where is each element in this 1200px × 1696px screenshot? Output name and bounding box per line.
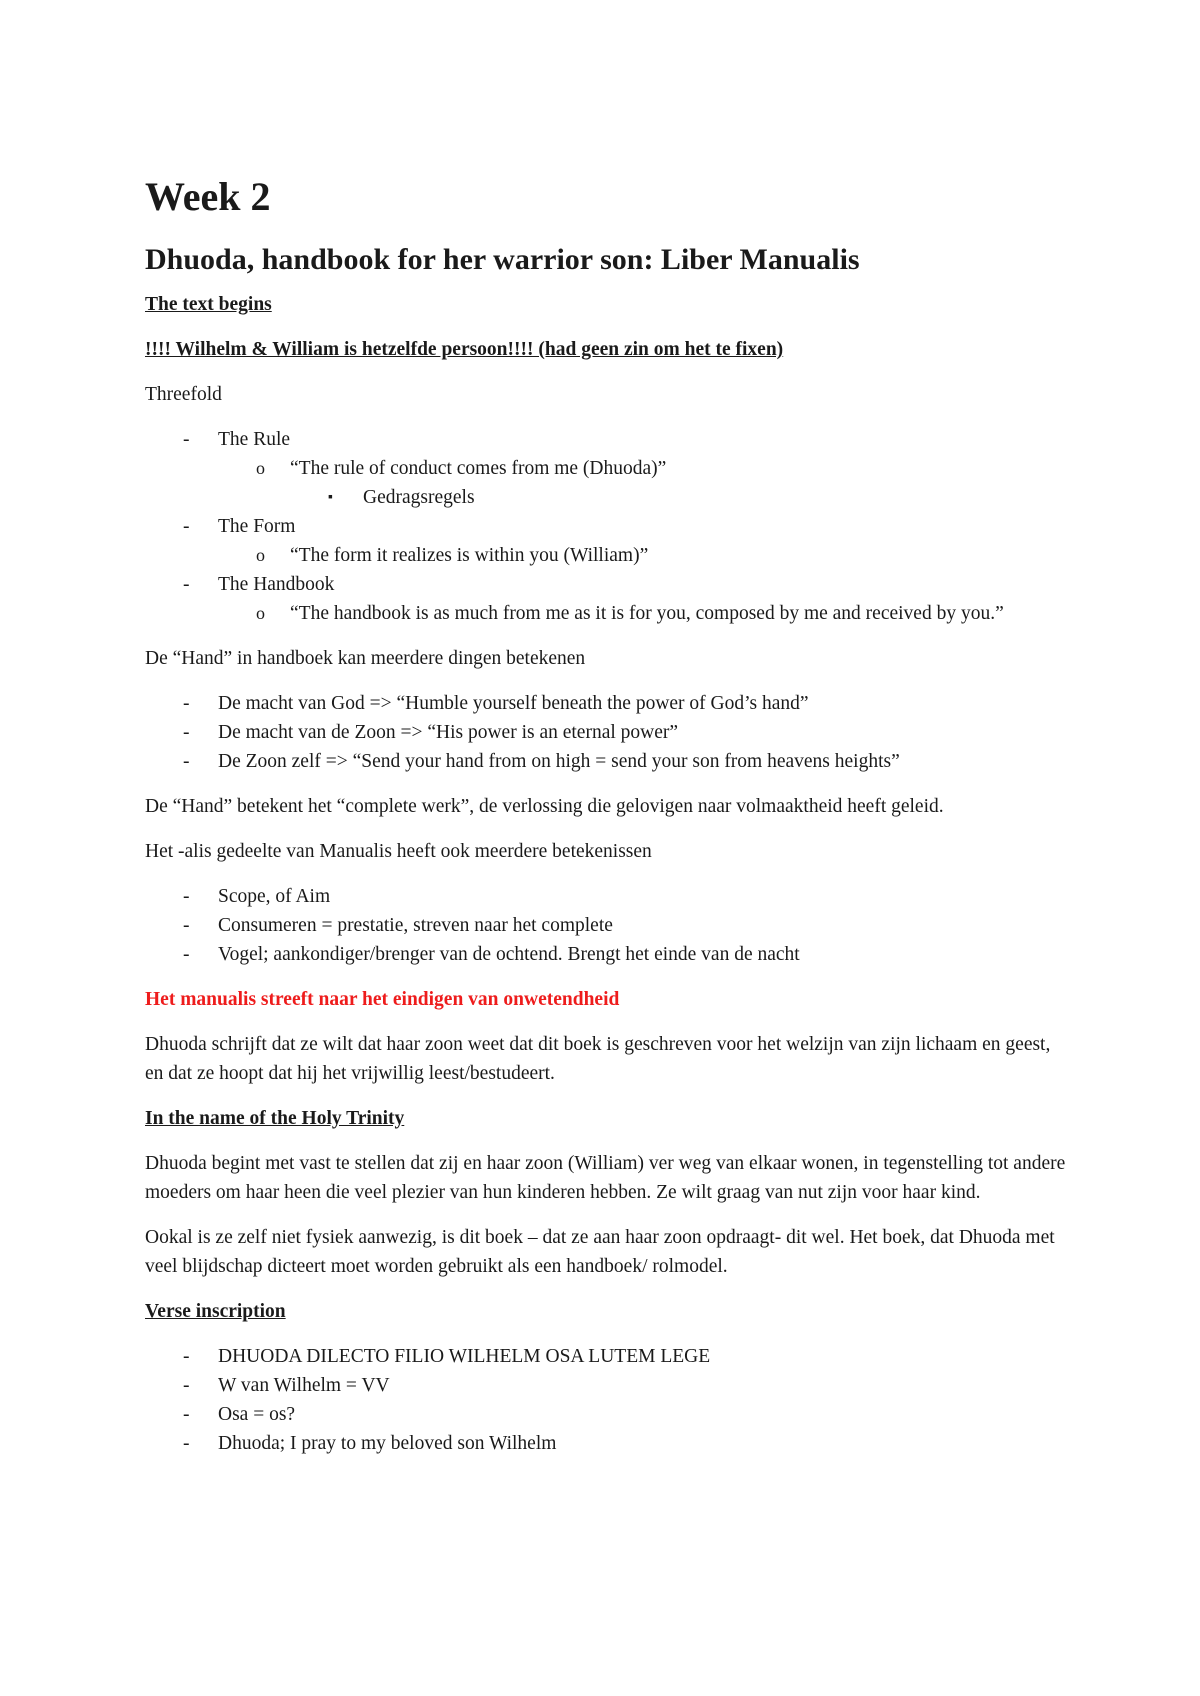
list-item [145, 911, 1070, 940]
list-item-label: The Form [218, 516, 296, 537]
sub-sub-list [290, 483, 1070, 512]
circle-bullet: o [256, 545, 265, 565]
list-item [145, 570, 1070, 628]
dash-bullet: - [183, 722, 190, 743]
sub-sub-list-text: Gedragsregels [363, 487, 475, 508]
body-paragraph: Ookal is ze zelf niet fysiek aanwezig, is dit boek – dat ze aan haar zoon opdraagt- dit wel. Het boek, dat Dhuoda met veel blijdschap dicteert moet worden gebruikt als een handboek/ rolmodel. [145, 1227, 1055, 1277]
sub-list [218, 454, 1070, 512]
dash-bullet: - [183, 516, 190, 537]
circle-bullet: o [256, 458, 265, 478]
list-item-text: Dhuoda; I pray to my beloved son Wilhelm [218, 1433, 557, 1454]
body-paragraph: Dhuoda begint met vast te stellen dat zij en haar zoon (William) ver weg van elkaar wonen, in tegenstelling tot andere moeders om haar heen die veel plezier van hun kinderen hebben. Ze wilt graag van nut zijn voor haar kind. [145, 1153, 1066, 1203]
warning-note: !!!! Wilhelm & William is hetzelfde persoon!!!! (had geen zin om het te fixen) [145, 339, 784, 360]
list-item [145, 882, 1070, 911]
list-item [145, 512, 1070, 570]
section-heading-text-begins: The text begins [145, 294, 272, 315]
dash-bullet: - [183, 1433, 190, 1454]
section-heading-verse-inscription: Verse inscription [145, 1301, 286, 1322]
threefold-intro: Threefold [145, 384, 222, 405]
sub-list [218, 541, 1070, 570]
sub-list-item [218, 541, 1070, 570]
list-item-text: Vogel; aankondiger/brenger van de ochtend. Brengt het einde van de nacht [218, 944, 800, 965]
verse-list [145, 1342, 1070, 1458]
list-item [145, 425, 1070, 512]
list-item-text: Osa = os? [218, 1404, 296, 1425]
list-item [145, 1429, 1070, 1458]
page-title: Week 2 [145, 174, 271, 219]
hand-list [145, 689, 1070, 776]
sub-list-text: “The form it realizes is within you (William)” [290, 545, 649, 566]
sub-list-text: “The handbook is as much from me as it is for you, composed by me and received by you.” [290, 603, 1004, 624]
dash-bullet: - [183, 574, 190, 595]
dash-bullet: - [183, 1404, 190, 1425]
alis-list [145, 882, 1070, 969]
dash-bullet: - [183, 693, 190, 714]
sub-list-text: “The rule of conduct comes from me (Dhuoda)” [290, 458, 667, 479]
dash-bullet: - [183, 429, 190, 450]
list-item-text: De macht van God => “Humble yourself beneath the power of God’s hand” [218, 693, 809, 714]
sub-sub-list-item [290, 483, 1070, 512]
dash-bullet: - [183, 915, 190, 936]
alis-intro: Het -alis gedeelte van Manualis heeft ook meerdere betekenissen [145, 841, 652, 862]
dash-bullet: - [183, 1375, 190, 1396]
dash-bullet: - [183, 1346, 190, 1367]
list-item-text: De macht van de Zoon => “His power is an eternal power” [218, 722, 679, 743]
list-item [145, 1400, 1070, 1429]
list-item [145, 1342, 1070, 1371]
threefold-list [145, 425, 1070, 628]
list-item [145, 718, 1070, 747]
section-heading-holy-trinity: In the name of the Holy Trinity [145, 1108, 405, 1129]
list-item [145, 689, 1070, 718]
list-item-text: De Zoon zelf => “Send your hand from on high = send your son from heavens heights” [218, 751, 900, 772]
list-item-label: The Rule [218, 429, 291, 450]
sub-list-item [218, 454, 1070, 512]
sub-list-item [218, 599, 1070, 628]
list-item [145, 1371, 1070, 1400]
hand-meaning: De “Hand” betekent het “complete werk”, de verlossing die gelovigen naar volmaaktheid heeft geleid. [145, 796, 944, 817]
dash-bullet: - [183, 751, 190, 772]
list-item-text: W van Wilhelm = VV [218, 1375, 390, 1396]
body-paragraph: Dhuoda schrijft dat ze wilt dat haar zoon weet dat dit boek is geschreven voor het welzijn van zijn lichaam en geest, en dat ze hoopt dat hij het vrijwillig leest/bestudeert. [145, 1034, 1051, 1084]
list-item [145, 940, 1070, 969]
dash-bullet: - [183, 944, 190, 965]
list-item-label: The Handbook [218, 574, 335, 595]
list-item-text: Consumeren = prestatie, streven naar het complete [218, 915, 613, 936]
red-statement: Het manualis streeft naar het eindigen van onwetendheid [145, 989, 620, 1010]
list-item-text: DHUODA DILECTO FILIO WILHELM OSA LUTEM LEGE [218, 1346, 711, 1367]
list-item-text: Scope, of Aim [218, 886, 331, 907]
list-item [145, 747, 1070, 776]
sub-list [218, 599, 1070, 628]
square-bullet: ▪ [328, 490, 333, 505]
page-subtitle: Dhuoda, handbook for her warrior son: Liber Manualis [145, 243, 860, 276]
dash-bullet: - [183, 886, 190, 907]
circle-bullet: o [256, 603, 265, 623]
hand-intro: De “Hand” in handboek kan meerdere dingen betekenen [145, 648, 586, 669]
